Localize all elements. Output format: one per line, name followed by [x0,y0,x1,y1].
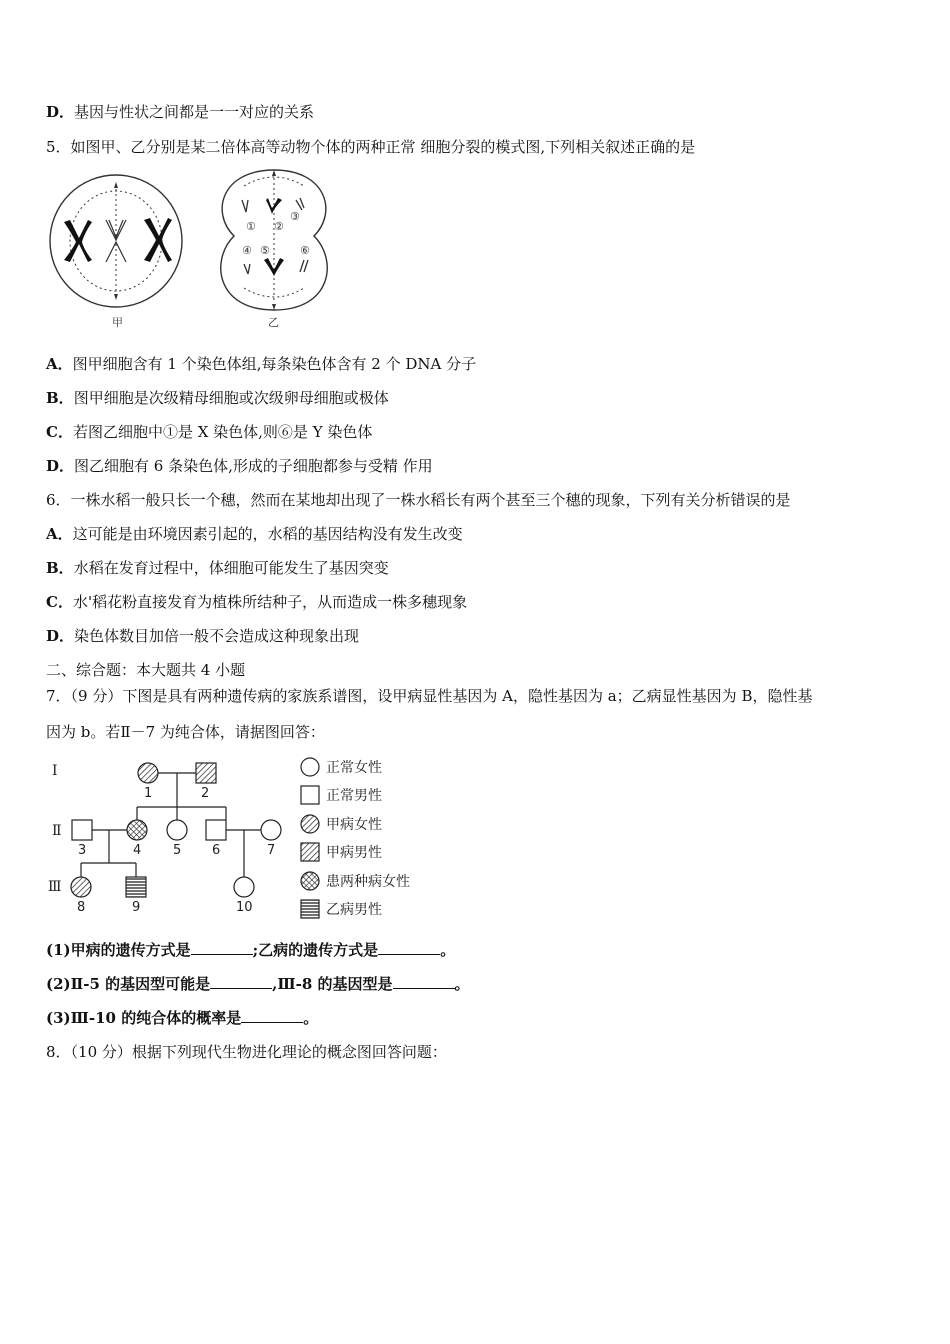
legend-label: 患两种病女性 [326,874,410,890]
q7-sub3 [46,1008,318,1028]
sub-text: (2)Ⅱ-5 的基因型可能是 [46,975,211,993]
legend-both-diseases-female-icon [301,872,319,890]
q6-option-d [46,626,359,646]
legend-label: 甲病女性 [326,817,382,833]
q5-stem: 5．如图甲、乙分别是某二倍体高等动物个体的两种正常 细胞分裂的模式图,下列相关叙述正确的是 [46,138,696,156]
mark-6: ⑥ [300,244,310,257]
label-yi: 乙 [268,316,279,329]
legend-label: 正常男性 [326,788,382,804]
individual-9 [126,877,146,897]
individual-10 [234,877,254,897]
q5-option-b [46,388,389,408]
legend-disease-a-male-icon [301,843,319,861]
answer-blank[interactable] [210,974,272,989]
mark-3: ③ [290,210,300,223]
q6-option-a [46,524,463,544]
legend-disease-b-male-icon [301,900,319,918]
option-letter: B． [46,559,74,577]
mark-5: ⑤ [260,244,270,257]
q4-option-d [46,102,314,122]
individual-6 [206,820,226,840]
individual-7 [261,820,281,840]
q5-option-d [46,456,433,476]
q8-stem: 8．（10 分）根据下列现代生物进化理论的概念图回答问题： [46,1043,447,1061]
legend-disease-a-female-icon [301,815,319,833]
option-letter: D． [46,457,75,475]
q6-option-b [46,558,389,578]
legend-normal-female-icon [301,758,319,776]
answer-blank[interactable] [191,940,253,955]
option-text: 若图乙细胞中①是 X 染色体,则⑥是 Y 染色体 [72,423,373,441]
num-5: 5 [173,843,182,858]
pedigree-chart [46,755,446,925]
option-text: 基因与性状之间都是一一对应的关系 [74,103,315,121]
num-7: 7 [267,843,276,858]
mark-2: ② [274,220,284,233]
mark-1: ① [246,220,256,233]
answer-blank[interactable] [393,974,455,989]
option-text: 图甲细胞含有 1 个染色体组,每条染色体含有 2 个 DNA 分子 [72,355,477,373]
answer-blank[interactable] [378,940,440,955]
q6-stem: 6．一株水稻一般只长一个穗，然而在某地却出现了一株水稻长有两个甚至三个穗的现象，下列有关分析错误的是 [46,491,791,509]
sub-text: 。 [440,941,456,959]
option-text: 水稻在发育过程中，体细胞可能发生了基因突变 [73,559,389,577]
q7-sub2 [46,974,470,994]
cell-division-figure [46,164,346,334]
num-1: 1 [144,786,153,801]
q5-option-c [46,422,372,442]
option-letter: D． [46,103,75,121]
num-6: 6 [212,843,221,858]
option-text: 图乙细胞有 6 条染色体,形成的子细胞都参与受精 作用 [74,457,433,475]
gen-1: Ⅰ [52,763,58,779]
individual-8 [71,877,91,897]
individual-2 [196,763,216,783]
sub-text: ;乙病的遗传方式是 [252,941,379,959]
option-letter: B． [46,389,74,407]
individual-5 [167,820,187,840]
option-text: 这可能是由环境因素引起的，水稻的基因结构没有发生改变 [72,525,463,543]
individual-4 [127,820,147,840]
q7-stem-line1: 7．（9 分）下图是具有两种遗传病的家族系谱图，设甲病显性基因为 A，隐性基因为 a；乙病显性基因为 B，隐性基 [46,687,813,705]
cell-jia [50,175,182,329]
sub-text: ,Ⅲ-8 的基因型是 [272,975,393,993]
individual-1 [138,763,158,783]
section-heading: 二、综合题：本大题共 4 小题 [46,661,246,679]
num-2: 2 [201,786,210,801]
option-text: 染色体数目加倍一般不会造成这种现象出现 [74,627,360,645]
label-jia: 甲 [112,316,123,329]
sub-text: 。 [303,1009,319,1027]
option-letter: D． [46,627,75,645]
sub-text: (1)甲病的遗传方式是 [46,941,191,959]
q5-option-a [46,354,476,374]
option-letter: A． [46,355,73,373]
individual-3 [72,820,92,840]
gen-3: Ⅲ [48,879,62,895]
cell-yi [221,170,327,329]
sub-text: 。 [454,975,470,993]
legend-normal-male-icon [301,786,319,804]
num-9: 9 [132,900,141,915]
option-letter: C． [46,423,73,441]
option-text: 图甲细胞是次级精母细胞或次级卵母细胞或极体 [73,389,389,407]
option-letter: A． [46,525,73,543]
num-8: 8 [77,900,86,915]
q7-sub1 [46,940,455,960]
legend-label: 乙病男性 [326,902,382,918]
gen-2: Ⅱ [52,823,62,839]
pedigree-legend [301,758,410,918]
mark-4: ④ [242,244,252,257]
option-text: 水'稻花粉直接发育为植株所结种子，从而造成一株多穗现象 [72,593,468,611]
num-3: 3 [78,843,87,858]
legend-label: 正常女性 [326,760,382,776]
num-10: 10 [236,900,253,915]
legend-label: 甲病男性 [326,845,382,861]
option-letter: C． [46,593,73,611]
q6-option-c [46,592,467,612]
sub-text: (3)Ⅲ-10 的纯合体的概率是 [46,1009,242,1027]
q7-stem-line2: 因为 b。若Ⅱ－7 为纯合体，请据图回答： [46,723,325,741]
answer-blank[interactable] [241,1008,303,1023]
num-4: 4 [133,843,142,858]
